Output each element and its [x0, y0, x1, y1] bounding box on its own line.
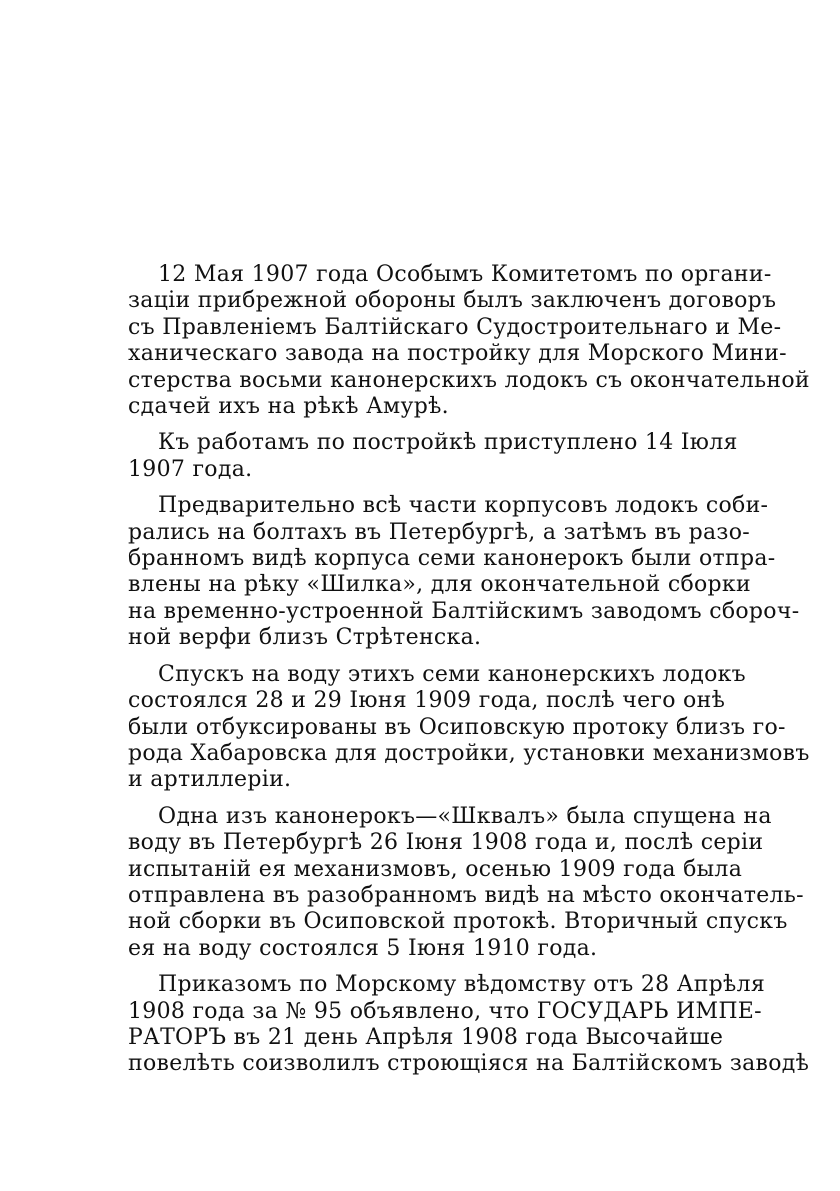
text-line: влены на рѣку «Шилка», для окончательной сборки — [128, 572, 751, 598]
text-line: заціи прибрежной обороны былъ заключенъ договоръ — [128, 288, 777, 314]
paragraph-1 — [128, 262, 810, 420]
text-line: ной верфи близъ Стрѣтенска. — [128, 625, 482, 651]
text-line: ханическаго завода на постройку для Морского Мини- — [128, 341, 787, 367]
text-line: стерства восьми канонерскихъ лодокъ съ окончательной — [128, 367, 810, 393]
paragraph-5 — [128, 803, 804, 962]
text-line: ной сборки въ Осиповской протокѣ. Вторичный спускъ — [128, 909, 788, 935]
text-line: рода Хабаровска для достройки, установки механизмовъ — [128, 740, 810, 766]
text-line: Къ работамъ по постройкѣ приступлено 14 Іюля — [158, 430, 738, 456]
text-line: съ Правленіемъ Балтійскаго Судостроительнаго и Ме- — [128, 314, 782, 340]
text-line: испытаній ея механизмовъ, осенью 1909 года была — [128, 856, 743, 882]
text-line: Приказомъ по Морскому вѣдомству отъ 28 Апрѣля — [158, 972, 766, 998]
paragraph-3 — [128, 493, 800, 651]
text-line: ея на воду состоялся 5 Іюня 1910 года. — [128, 935, 598, 961]
text-line: отправлена въ разобранномъ видѣ на мѣсто окончатель- — [128, 882, 804, 908]
paragraph-6 — [128, 972, 810, 1078]
paragraph-2 — [128, 430, 738, 483]
text-line: 1908 года за № 95 объявлено, что ГОСУДАРЬ ИМПЕ- — [128, 998, 762, 1024]
text-line: РАТОРЪ въ 21 день Апрѣля 1908 года Высочайше — [128, 1024, 724, 1050]
text-line: сдачей ихъ на рѣкѣ Амурѣ. — [128, 394, 449, 420]
text-line: 1907 года. — [128, 456, 253, 482]
text-line: Предварительно всѣ части корпусовъ лодокъ соби- — [158, 493, 769, 519]
text-line: состоялся 28 и 29 Іюня 1909 года, послѣ чего онѣ — [128, 688, 726, 714]
text-line: бранномъ видѣ корпуса семи канонерокъ были отпра- — [128, 546, 776, 572]
text-line: 12 Мая 1907 года Особымъ Комитетомъ по органи- — [158, 262, 772, 287]
text-line: на временно-устроенной Балтійскимъ заводомъ сбороч- — [128, 598, 800, 624]
text-line: рались на болтахъ въ Петербургѣ, а затѣмъ въ разо- — [128, 519, 750, 545]
text-line: и артиллеріи. — [128, 767, 292, 793]
text-line: Одна изъ канонерокъ—«Шквалъ» была спущена на — [158, 803, 772, 829]
text-line: были отбуксированы въ Осиповскую протоку близъ го- — [128, 714, 786, 740]
paragraph-4 — [128, 661, 810, 794]
text-line: Спускъ на воду этихъ семи канонерскихъ лодокъ — [158, 661, 746, 687]
text-line: воду въ Петербургѣ 26 Іюня 1908 года и, послѣ серіи — [128, 830, 764, 856]
body-text — [128, 262, 810, 1088]
text-line: повелѣть соизволилъ строющіяся на Балтійскомъ заводѣ — [128, 1051, 810, 1077]
